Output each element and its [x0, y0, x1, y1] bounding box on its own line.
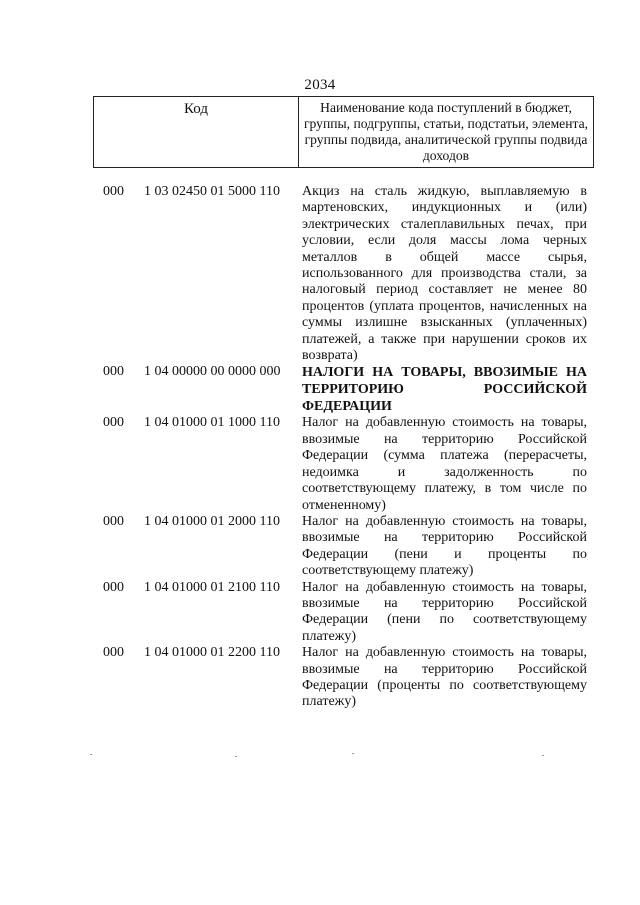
header-code-label: Код: [94, 97, 299, 167]
row-income-code: 1 04 01000 01 2100 110: [144, 579, 280, 595]
scan-artifact-marks: [90, 750, 550, 760]
income-code-list: [0, 184, 640, 711]
header-name-label: Наименование кода поступлений в бюджет, группы, подгруппы, статьи, подстатьи, элемента, группы подвида, аналитической группы подвида доходов: [303, 100, 589, 163]
row-description: Акциз на сталь жидкую, выплавляемую в мартеновских, индукционных и (или) электрических сталеплавильных печах, при условии, если доля массы лома черных металлов в общей массе сырья, использованного для производства стали, за налоговый период составляет не менее 80 процентов (уплата процентов, начисленных на суммы излишне взысканных (уплаченных) платежей, а также при нарушении сроков их возврата): [302, 184, 587, 364]
row-admin-code: 000: [103, 579, 124, 595]
row-description: Налог на добавленную стоимость на товары, ввозимые на территорию Российской Федерации (пени и проценты по соответствующему платежу): [302, 513, 587, 579]
row-admin-code: 000: [103, 645, 124, 661]
table-row: [0, 580, 640, 646]
row-admin-code: 000: [103, 184, 124, 199]
row-admin-code: 000: [103, 513, 124, 529]
table-row: [0, 514, 640, 580]
table-row: [0, 184, 640, 364]
row-admin-code: 000: [103, 415, 124, 431]
row-income-code: 1 03 02450 01 5000 110: [144, 184, 280, 199]
row-description: Налог на добавленную стоимость на товары, ввозимые на территорию Российской Федерации (пени по соответствующему платежу): [302, 579, 587, 644]
table-row: [0, 415, 640, 513]
table-header: [93, 96, 594, 168]
row-description: Налог на добавленную стоимость на товары, ввозимые на территорию Российской Федерации (проценты по соответствующему платежу): [302, 645, 587, 710]
table-row: [0, 364, 640, 415]
page-number: 2034: [304, 77, 336, 93]
row-income-code: 1 04 00000 00 0000 000: [144, 364, 281, 380]
table-row: [0, 645, 640, 711]
row-description: Налог на добавленную стоимость на товары, ввозимые на территорию Российской Федерации (сумма платежа (перерасчеты, недоимка и задолженность по соответствующему платежу, в том числе по отмененному): [302, 415, 587, 513]
row-income-code: 1 04 01000 01 1000 110: [144, 415, 280, 431]
row-income-code: 1 04 01000 01 2000 110: [144, 513, 280, 529]
row-income-code: 1 04 01000 01 2200 110: [144, 645, 280, 661]
row-description: НАЛОГИ НА ТОВАРЫ, ВВОЗИМЫЕ НА ТЕРРИТОРИЮ РОССИЙСКОЙ ФЕДЕРАЦИИ: [302, 365, 587, 415]
row-admin-code: 000: [103, 364, 124, 380]
